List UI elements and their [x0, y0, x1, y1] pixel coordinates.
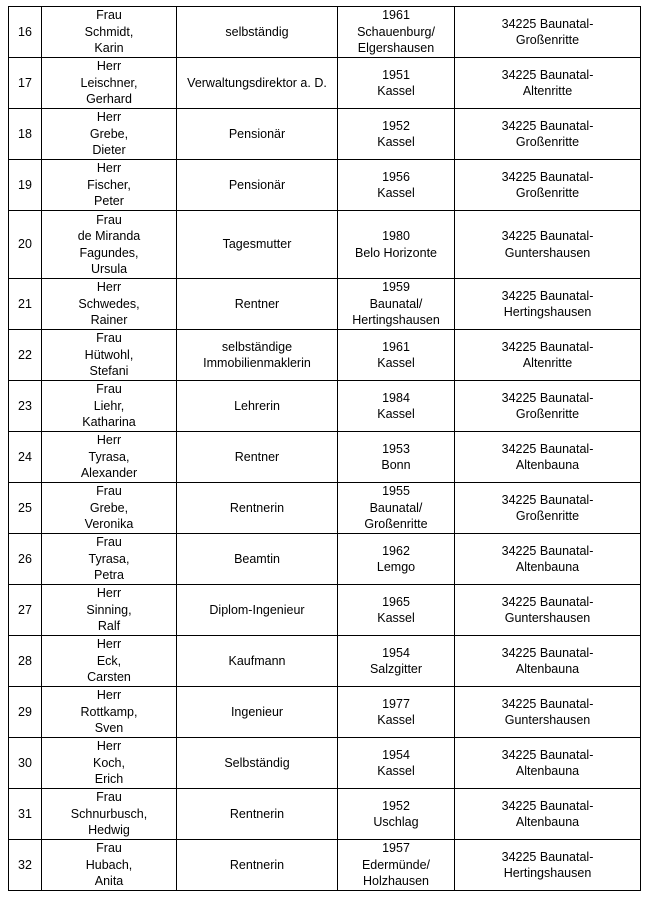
occupation-cell [177, 381, 338, 432]
row-number: 25 [9, 483, 42, 534]
cell-line: Altenritte [522, 356, 573, 370]
cell-line: Rentner [234, 449, 280, 464]
person-name-cell [42, 58, 177, 109]
cell-line: 1977 [382, 696, 410, 711]
cell-line: Verwaltungsdirektor a. D. [187, 75, 327, 90]
row-number: 18 [9, 109, 42, 160]
address-cell [455, 534, 641, 585]
cell-line: Diplom-Ingenieur [209, 602, 305, 617]
address-cell [455, 381, 641, 432]
person-name-cell [42, 211, 177, 279]
first-name: Ursula [90, 262, 128, 276]
salutation: Herr [96, 110, 122, 125]
surname: Schmidt, [84, 24, 134, 39]
cell-line: Edermünde/ [361, 857, 431, 872]
birth-cell [338, 279, 455, 330]
first-name: Karin [94, 41, 124, 56]
cell-line: Altenbauna [515, 662, 580, 676]
first-name: Hedwig [88, 823, 130, 838]
occupation-cell [177, 636, 338, 687]
address-cell [455, 7, 641, 58]
cell-line: Kassel [377, 356, 415, 370]
cell-line: 34225 Baunatal- [501, 849, 594, 864]
cell-line: Großenritte [515, 509, 580, 523]
table-row [9, 58, 641, 109]
birth-cell [338, 687, 455, 738]
cell-line: Tagesmutter [222, 237, 292, 252]
salutation: Frau [96, 484, 122, 499]
first-name: Gerhard [86, 92, 132, 107]
birth-cell [338, 381, 455, 432]
salutation: Frau [96, 841, 122, 856]
salutation: Frau [96, 8, 122, 23]
person-name-cell [42, 483, 177, 534]
row-number: 29 [9, 687, 42, 738]
cell-line: Altenritte [522, 84, 573, 98]
occupation-cell [177, 534, 338, 585]
address-cell [455, 840, 641, 891]
cell-line: 1984 [382, 390, 410, 405]
cell-line: Kaufmann [228, 653, 286, 668]
cell-line: 34225 Baunatal- [501, 798, 594, 813]
cell-line: 34225 Baunatal- [501, 645, 594, 660]
salutation: Frau [96, 331, 122, 346]
person-name-cell [42, 789, 177, 840]
cell-line: selbständige [221, 339, 293, 354]
cell-line: 1962 [382, 543, 410, 558]
cell-line: Ingenieur [230, 704, 284, 719]
birth-cell [338, 534, 455, 585]
cell-line: Altenbauna [515, 560, 580, 574]
cell-line: 1952 [382, 798, 410, 813]
surname: Grebe, [89, 500, 129, 515]
table-row [9, 211, 641, 279]
salutation: Frau [96, 212, 122, 227]
surname: de Miranda Fagundes, [77, 229, 141, 260]
cell-line: Lehrerin [234, 398, 280, 413]
table-row [9, 687, 641, 738]
cell-line: 34225 Baunatal- [501, 696, 594, 711]
surname: Eck, [96, 653, 122, 668]
cell-line: Uschlag [373, 815, 419, 829]
cell-line: Altenbauna [515, 815, 580, 829]
first-name: Erich [94, 772, 124, 787]
candidate-table-body [9, 7, 641, 891]
surname: Schwedes, [78, 296, 140, 311]
address-cell [455, 789, 641, 840]
birth-cell [338, 840, 455, 891]
cell-line: Holzhausen [362, 874, 429, 889]
address-cell [455, 432, 641, 483]
cell-line: Immobilienmaklerin [203, 356, 311, 370]
salutation: Herr [96, 637, 122, 652]
cell-line: 1980 [382, 229, 410, 243]
table-row [9, 840, 641, 891]
cell-line: 1961 [382, 8, 410, 23]
table-row [9, 483, 641, 534]
row-number: 16 [9, 7, 42, 58]
salutation: Herr [96, 433, 122, 448]
table-row [9, 160, 641, 211]
cell-line: 34225 Baunatal- [501, 594, 594, 609]
cell-line: Großenritte [515, 135, 580, 149]
address-cell [455, 58, 641, 109]
table-row [9, 432, 641, 483]
cell-line: 1956 [382, 169, 410, 184]
cell-line: Guntershausen [504, 245, 591, 260]
occupation-cell [177, 687, 338, 738]
row-number: 24 [9, 432, 42, 483]
cell-line: 34225 Baunatal- [501, 229, 594, 243]
cell-line: 34225 Baunatal- [501, 339, 594, 354]
cell-line: Kassel [377, 186, 415, 200]
cell-line: Lemgo [376, 560, 416, 574]
salutation: Herr [96, 59, 122, 74]
person-name-cell [42, 160, 177, 211]
row-number: 23 [9, 381, 42, 432]
cell-line: Pensionär [228, 177, 286, 192]
occupation-cell [177, 789, 338, 840]
cell-line: Kassel [377, 84, 415, 98]
salutation: Herr [96, 161, 122, 176]
surname: Tyrasa, [88, 551, 130, 566]
birth-cell [338, 585, 455, 636]
row-number: 19 [9, 160, 42, 211]
birth-cell [338, 636, 455, 687]
birth-cell [338, 58, 455, 109]
cell-line: Kassel [377, 407, 415, 421]
cell-line: 34225 Baunatal- [501, 169, 594, 184]
cell-line: Salzgitter [369, 662, 423, 676]
cell-line: 34225 Baunatal- [501, 16, 594, 31]
cell-line: Baunatal/ [369, 500, 423, 515]
surname: Grebe, [89, 126, 129, 141]
cell-line: Kassel [377, 135, 415, 149]
surname: Hütwohl, [84, 347, 134, 362]
cell-line: Rentnerin [229, 500, 285, 515]
salutation: Herr [96, 688, 122, 703]
occupation-cell [177, 160, 338, 211]
cell-line: Baunatal/ [369, 296, 423, 311]
surname: Fischer, [87, 177, 131, 192]
table-row [9, 585, 641, 636]
occupation-cell [177, 432, 338, 483]
person-name-cell [42, 279, 177, 330]
address-cell [455, 585, 641, 636]
cell-line: Beamtin [234, 551, 280, 566]
table-row [9, 7, 641, 58]
person-name-cell [42, 109, 177, 160]
row-number: 30 [9, 738, 42, 789]
person-name-cell [42, 432, 177, 483]
salutation: Frau [96, 790, 122, 805]
surname: Sinning, [86, 602, 132, 617]
cell-line: 1954 [382, 747, 410, 762]
table-row [9, 789, 641, 840]
cell-line: Guntershausen [504, 611, 591, 625]
occupation-cell [177, 840, 338, 891]
row-number: 27 [9, 585, 42, 636]
cell-line: 1965 [382, 594, 410, 609]
person-name-cell [42, 381, 177, 432]
first-name: Peter [94, 194, 124, 209]
salutation: Frau [96, 535, 122, 550]
cell-line: Schauenburg/ [357, 24, 435, 39]
address-cell [455, 330, 641, 381]
cell-line: Großenritte [515, 186, 580, 200]
address-cell [455, 636, 641, 687]
birth-cell [338, 738, 455, 789]
birth-cell [338, 330, 455, 381]
person-name-cell [42, 687, 177, 738]
first-name: Sven [94, 721, 124, 736]
address-cell [455, 279, 641, 330]
occupation-cell [177, 585, 338, 636]
cell-line: 34225 Baunatal- [501, 747, 594, 762]
cell-line: 34225 Baunatal- [501, 118, 594, 133]
row-number: 28 [9, 636, 42, 687]
cell-line: Rentnerin [229, 806, 285, 821]
occupation-cell [177, 330, 338, 381]
table-row [9, 534, 641, 585]
salutation: Herr [96, 280, 122, 295]
first-name: Petra [94, 568, 124, 583]
cell-line: 1955 [382, 484, 410, 499]
table-row [9, 381, 641, 432]
cell-line: 1954 [382, 645, 410, 660]
person-name-cell [42, 738, 177, 789]
address-cell [455, 109, 641, 160]
cell-line: 34225 Baunatal- [501, 288, 594, 303]
birth-cell [338, 160, 455, 211]
cell-line: 1959 [382, 280, 410, 295]
birth-cell [338, 109, 455, 160]
first-name: Katharina [82, 415, 136, 430]
cell-line: 34225 Baunatal- [501, 543, 594, 558]
person-name-cell [42, 330, 177, 381]
occupation-cell [177, 738, 338, 789]
cell-line: Hertingshausen [503, 866, 592, 880]
cell-line: Großenritte [515, 407, 580, 421]
cell-line: Rentnerin [229, 857, 285, 872]
surname: Tyrasa, [88, 449, 130, 464]
birth-cell [338, 483, 455, 534]
row-number: 31 [9, 789, 42, 840]
first-name: Ralf [97, 619, 121, 634]
table-row [9, 330, 641, 381]
table-row [9, 109, 641, 160]
cell-line: Kassel [377, 713, 415, 727]
cell-line: 34225 Baunatal- [501, 390, 594, 405]
salutation: Herr [96, 739, 122, 754]
cell-line: 1951 [382, 67, 410, 82]
first-name: Carsten [87, 670, 131, 685]
table-row [9, 636, 641, 687]
occupation-cell [177, 58, 338, 109]
cell-line: Rentner [234, 296, 280, 311]
person-name-cell [42, 534, 177, 585]
row-number: 26 [9, 534, 42, 585]
occupation-cell [177, 7, 338, 58]
row-number: 22 [9, 330, 42, 381]
person-name-cell [42, 585, 177, 636]
candidate-table [8, 6, 641, 891]
occupation-cell [177, 109, 338, 160]
cell-line: Kassel [377, 611, 415, 625]
address-cell [455, 211, 641, 279]
salutation: Frau [96, 382, 122, 397]
first-name: Veronika [84, 517, 134, 532]
surname: Liehr, [93, 398, 125, 413]
cell-line: selbständig [225, 24, 289, 39]
surname: Koch, [93, 755, 125, 770]
cell-line: Elgershausen [357, 41, 435, 56]
cell-line: Hertingshausen [503, 305, 592, 319]
occupation-cell [177, 211, 338, 279]
cell-line: Belo Horizonte [355, 245, 437, 260]
cell-line: Guntershausen [504, 713, 591, 727]
cell-line: Pensionär [228, 126, 286, 141]
cell-line: 34225 Baunatal- [501, 492, 594, 507]
cell-line: Altenbauna [515, 458, 580, 472]
birth-cell [338, 789, 455, 840]
birth-cell [338, 211, 455, 279]
cell-line: 1957 [382, 841, 410, 856]
cell-line: Großenritte [515, 33, 580, 47]
row-number: 20 [9, 211, 42, 279]
address-cell [455, 483, 641, 534]
cell-line: Kassel [377, 764, 415, 778]
first-name: Rainer [90, 313, 128, 328]
person-name-cell [42, 840, 177, 891]
first-name: Dieter [92, 143, 126, 158]
cell-line: 1953 [382, 441, 410, 456]
birth-cell [338, 432, 455, 483]
address-cell [455, 738, 641, 789]
row-number: 21 [9, 279, 42, 330]
salutation: Herr [96, 586, 122, 601]
person-name-cell [42, 7, 177, 58]
surname: Schnurbusch, [70, 806, 148, 821]
cell-line: 1961 [382, 339, 410, 354]
occupation-cell [177, 279, 338, 330]
cell-line: 1952 [382, 118, 410, 133]
surname: Leischner, [80, 75, 138, 90]
row-number: 17 [9, 58, 42, 109]
surname: Hubach, [85, 857, 133, 872]
table-row [9, 738, 641, 789]
cell-line: Hertingshausen [352, 313, 440, 328]
cell-line: 34225 Baunatal- [501, 67, 594, 82]
first-name: Anita [94, 874, 124, 889]
occupation-cell [177, 483, 338, 534]
cell-line: Selbständig [224, 755, 290, 770]
cell-line: 34225 Baunatal- [501, 441, 594, 456]
address-cell [455, 160, 641, 211]
first-name: Stefani [89, 364, 129, 379]
cell-line: Bonn [381, 458, 411, 472]
table-row [9, 279, 641, 330]
address-cell [455, 687, 641, 738]
cell-line: Großenritte [364, 517, 428, 532]
row-number: 32 [9, 840, 42, 891]
birth-cell [338, 7, 455, 58]
first-name: Alexander [80, 466, 138, 481]
surname: Rottkamp, [80, 704, 138, 719]
person-name-cell [42, 636, 177, 687]
cell-line: Altenbauna [515, 764, 580, 778]
